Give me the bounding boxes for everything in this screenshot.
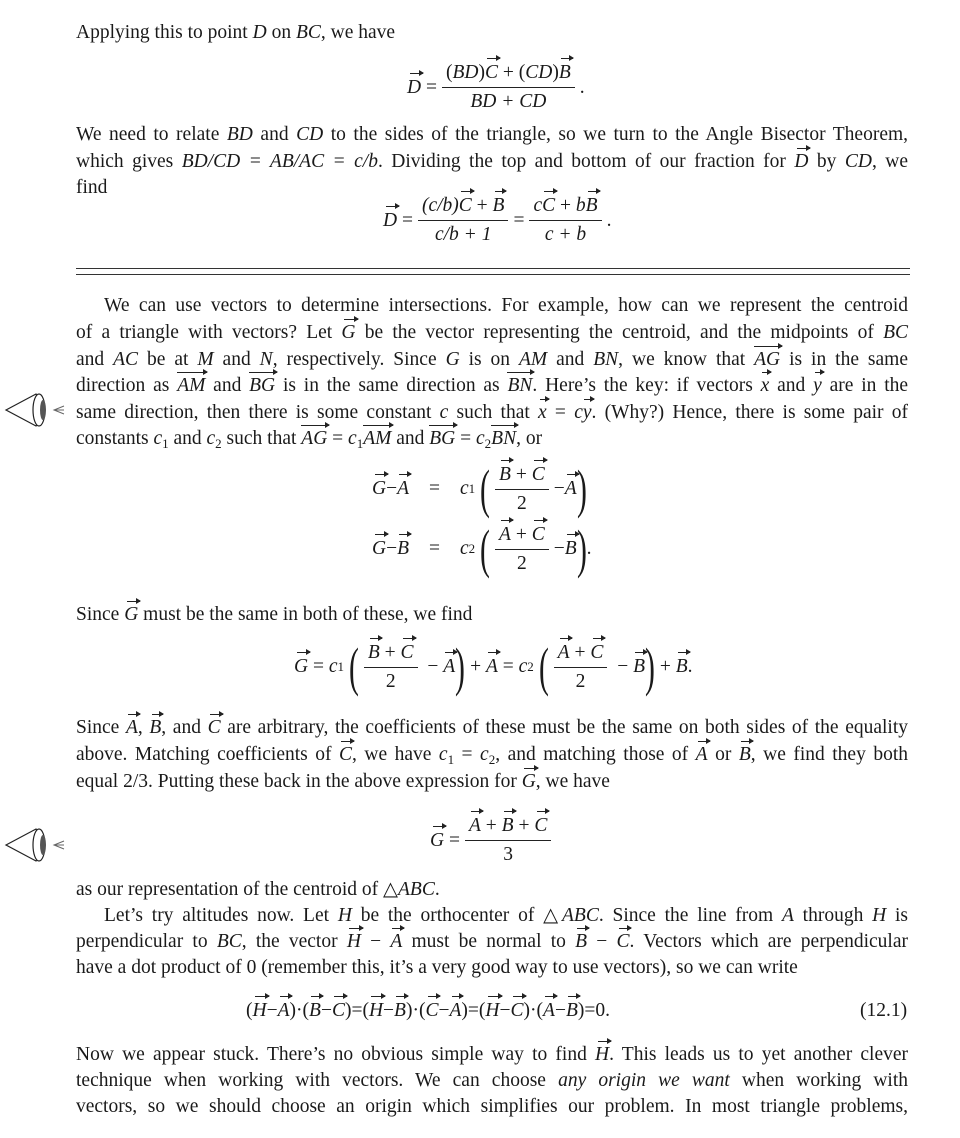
equation-d-vector: D = $\frac{(BD)C + (CD)B}{BD + CD}$ . bbox=[407, 62, 585, 112]
eye-icon bbox=[2, 390, 72, 430]
text-line: Now we appear stuck. There’s no obvious simple way to find H. This leads us to yet another clever bbox=[76, 1044, 908, 1065]
equation-system-row-2: G − B = c 2 ( $\frac{A + C}{2}$ − B ) . bbox=[372, 519, 592, 579]
text-line: Since A, B, and C are arbitrary, the coefficients of these must be the same on both sides of the equality bbox=[76, 717, 909, 738]
text-line: equal 2/3. Putting these back in the above expression for G, we have bbox=[76, 771, 610, 792]
text-line: same direction, then there is some constant c such that x = cy. (Why?) Hence, there is some pair of bbox=[76, 402, 909, 423]
text-line: have a dot product of 0 (remember this, it’s a very good way to use vectors), so we can write bbox=[76, 957, 798, 978]
equation-d-simplified: D = $\frac{(c/b)C + B}{c/b + 1}$ = $\frac{cC + bB}{c + b}$ . bbox=[383, 195, 612, 245]
equation-g-combined: G = c 1 ( $\frac{B + C}{2}$ − A ) + A = c 2 ( $\frac{A + C}{2}$ − B ) + B . bbox=[294, 637, 693, 697]
equation-system-row-1: G − A = c 1 ( $\frac{B + C}{2}$ − A ) bbox=[372, 459, 587, 519]
text-line: Let’s try altitudes now. Let H be the orthocenter of △ABC. Since the line from A through H is bbox=[104, 905, 908, 926]
text-line: constants $c_1$ and $c_2$ such that AG = $c_1AM$ and BG = $c_2BN$, or bbox=[76, 428, 543, 451]
equation-number: (12.1) bbox=[860, 1000, 908, 1021]
section-divider bbox=[76, 268, 910, 275]
text-line: above. Matching coefficients of C, we have $c_1 = c_2$, and matching those of A or B, we find they both bbox=[76, 744, 908, 767]
text-line: Applying this to point D on BC, we have bbox=[76, 22, 396, 43]
equation-centroid: G = $\frac{A + B + C}{3}$ bbox=[430, 815, 556, 866]
text-line: perpendicular to BC, the vector H − A must be normal to B − C. Vectors which are perpendicular bbox=[76, 931, 908, 952]
text-line: Since G must be the same in both of these, we find bbox=[76, 604, 473, 625]
text-line: vectors, so we should choose an origin which simplifies our problem. In most triangle problems, bbox=[76, 1096, 908, 1117]
text-line: find bbox=[76, 177, 108, 198]
text-line: which gives BD/CD = AB/AC = c/b. Dividing the top and bottom of our fraction for D by CD, we bbox=[76, 151, 909, 172]
text-line: of a triangle with vectors? Let G be the vector representing the centroid, and the midpoints of BC bbox=[76, 322, 908, 343]
equation-orthocenter: ( H − A ) · ( B − C ) = ( H − B ) · ( C − A ) = ( H − C ) · ( A − B ) = 0. bbox=[246, 1000, 610, 1021]
text-line: We can use vectors to determine intersections. For example, how can we represent the centroid bbox=[104, 295, 908, 316]
text-line: and AC be at M and N, respectively. Since G is on AM and BN, we know that AG is in the same bbox=[76, 349, 909, 370]
text-line: direction as AM and BG is in the same direction as BN. Here’s the key: if vectors x and y are in the bbox=[76, 375, 909, 396]
eye-icon bbox=[2, 825, 72, 865]
text-line: We need to relate BD and CD to the sides of the triangle, so we turn to the Angle Bisector Theorem, bbox=[76, 124, 909, 145]
text-line: as our representation of the centroid of △ABC. bbox=[76, 879, 440, 900]
text-line: technique when working with vectors. We can choose any origin we want when working with bbox=[76, 1070, 909, 1091]
